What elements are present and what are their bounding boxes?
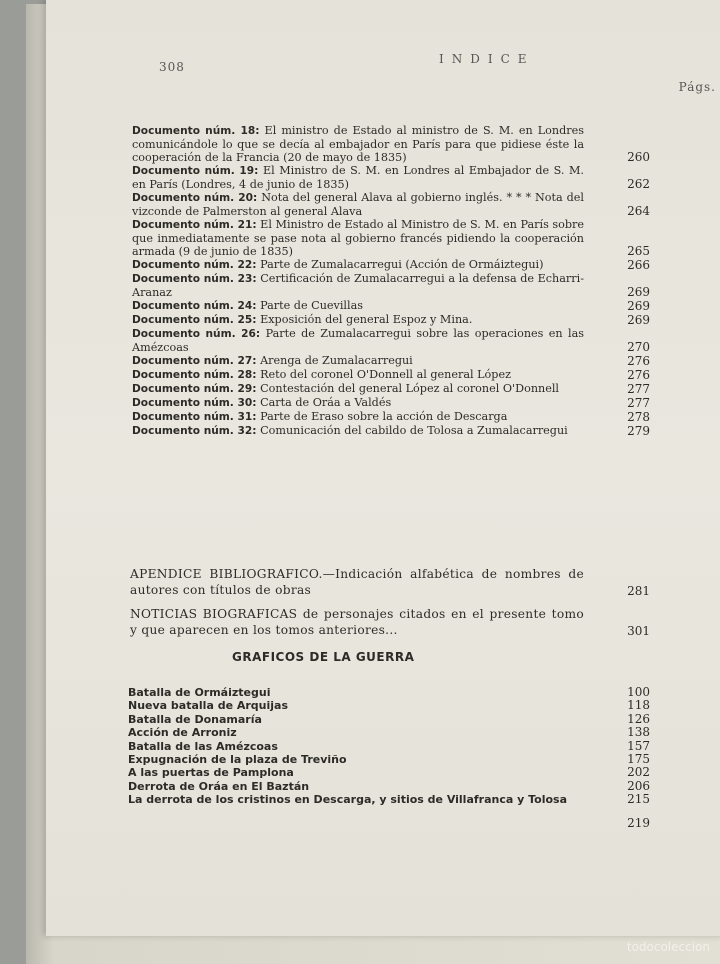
document-entry-text [132, 424, 652, 438]
document-entry [132, 354, 652, 368]
graphics-index-list [128, 686, 652, 831]
graphic-entry [128, 807, 652, 831]
graphic-title: Batalla de Ormáiztegui [128, 686, 271, 699]
pages-column-label: Págs. [678, 80, 716, 94]
document-label: Documento núm. 28: [132, 369, 257, 381]
document-entry-text [132, 313, 652, 327]
document-entry [132, 299, 652, 313]
graphic-title: Acción de Arroniz [128, 726, 237, 740]
document-label: Documento núm. 20: [132, 192, 258, 204]
document-description: Parte de Zumalacarregui sobre las operaciones en las Amézcoas [132, 327, 584, 354]
document-entry-text [132, 191, 652, 218]
document-page: 277 [627, 382, 650, 396]
document-entry [132, 124, 652, 164]
graphic-title: La derrota de los cristinos en Descarga, y sitios de Villafranca y Tolosa [128, 793, 568, 807]
document-entry [132, 396, 652, 410]
document-label: Documento núm. 32: [132, 425, 257, 437]
document-entry [132, 258, 652, 272]
document-label: Documento núm. 21: [132, 219, 257, 231]
document-page: 277 [627, 396, 650, 410]
graphic-page: 175 [627, 752, 650, 767]
graphic-page: 215 [627, 792, 650, 807]
document-entry-text [132, 218, 652, 258]
document-page: 278 [627, 410, 650, 424]
document-description: Parte de Zumalacarregui (Acción de Ormáiztegui) [260, 258, 544, 271]
graphic-title: A las puertas de Pamplona [128, 766, 294, 780]
document-description: El Ministro de Estado al Ministro de S. M. en París sobre que inmediatamente se pase nota al gobierno francés pidiendo la cooperación armada (9 de junio de 1835) [132, 218, 584, 258]
document-label: Documento núm. 27: [132, 355, 257, 367]
document-page: 262 [627, 177, 650, 191]
document-description: Parte de Cuevillas [260, 299, 363, 312]
graphic-entry [128, 699, 652, 712]
document-description: Reto del coronel O'Donnell al general López [260, 368, 511, 381]
appendix-text: APENDICE BIBLIOGRAFICO.—Indicación alfabética de nombres de autores con títulos de obras [130, 567, 584, 597]
document-entry [132, 164, 652, 191]
document-description: El Ministro de S. M. en Londres al Embajador de S. M. en París (Londres, 4 de junio de 1835) [132, 164, 584, 191]
document-description: Carta de Oráa a Valdés [260, 396, 392, 409]
document-page: 270 [627, 340, 650, 354]
graphic-entry [128, 713, 652, 726]
graphic-page: 202 [627, 765, 650, 780]
graphic-entry [128, 793, 652, 806]
document-label: Documento núm. 26: [132, 328, 261, 340]
document-entry-text [132, 164, 652, 191]
document-page: 264 [627, 204, 650, 218]
graphic-page: 206 [627, 778, 650, 793]
document-description: Arenga de Zumalacarregui [260, 354, 413, 367]
graphic-page: 138 [627, 725, 650, 740]
graphic-page: 219 [627, 816, 650, 831]
document-page: 260 [627, 150, 650, 164]
document-description: Certificación de Zumalacarregui a la defensa de Echarri-Aranaz [132, 272, 584, 299]
document-entry-text [132, 368, 652, 382]
running-head: INDICE [439, 52, 535, 66]
biographies-text: NOTICIAS BIOGRAFICAS de personajes citados en el presente tomo y que aparecen en los tomos anteriores... [130, 607, 584, 637]
graphic-page: 118 [627, 698, 650, 713]
graphic-entry [128, 753, 652, 766]
document-description: El ministro de Estado al ministro de S. M. en Londres comunicándole lo que se decía al embajador en París para que pidiese éste la cooperación de la Francia (20 de mayo de 1835) [132, 124, 584, 164]
document-entry [132, 313, 652, 327]
appendix-entry [130, 566, 652, 598]
graphics-section-heading: GRAFICOS DE LA GUERRA [232, 650, 415, 664]
watermark-text: todocoleccion [626, 940, 710, 954]
document-entry [132, 424, 652, 438]
document-entry [132, 327, 652, 354]
graphic-entry [128, 686, 652, 699]
document-entry [132, 218, 652, 258]
biographies-entry [130, 606, 652, 638]
document-label: Documento núm. 23: [132, 273, 257, 285]
graphic-entry [128, 780, 652, 793]
graphic-title: Batalla de las Amézcoas [128, 739, 278, 753]
document-entry [132, 272, 652, 299]
document-page: 276 [627, 368, 650, 382]
document-label: Documento núm. 29: [132, 383, 257, 395]
graphic-entry [128, 726, 652, 739]
document-entry-text [132, 124, 652, 164]
document-entry [132, 368, 652, 382]
document-page: 266 [627, 258, 650, 272]
document-description: Nota del general Alava al gobierno inglés. * * * Nota del vizconde de Palmerston al general Alava [132, 191, 584, 218]
graphic-title: Expugnación de la plaza de Treviño [128, 753, 347, 767]
document-label: Documento núm. 18: [132, 125, 260, 137]
document-page: 279 [627, 424, 650, 438]
document-index-list [132, 124, 652, 438]
document-entry [132, 191, 652, 218]
graphic-page: 100 [627, 685, 650, 699]
graphic-entry [128, 766, 652, 779]
document-description: Exposición del general Espoz y Mina. [260, 313, 473, 326]
graphic-entry [128, 740, 652, 753]
document-page: 269 [627, 313, 650, 327]
document-entry [132, 382, 652, 396]
graphic-title: Derrota de Oráa en El Baztán [128, 779, 310, 793]
document-entry [132, 410, 652, 424]
document-description: Contestación del general López al coronel O'Donnell [260, 382, 560, 395]
document-label: Documento núm. 24: [132, 300, 257, 312]
document-label: Documento núm. 25: [132, 314, 257, 326]
document-entry-text [132, 327, 652, 354]
graphic-title: Batalla de Donamaría [128, 712, 262, 726]
document-description: Comunicación del cabildo de Tolosa a Zumalacarregui [260, 424, 568, 437]
document-label: Documento núm. 30: [132, 397, 257, 409]
document-page: 269 [627, 299, 650, 313]
document-entry-text [132, 410, 652, 424]
graphic-page: 126 [627, 711, 650, 726]
document-page: 269 [627, 285, 650, 299]
document-entry-text [132, 354, 652, 368]
document-description: Parte de Eraso sobre la acción de Descarga [260, 410, 508, 423]
document-entry-text [132, 396, 652, 410]
document-entry-text [132, 272, 652, 299]
graphic-title: Nueva batalla de Arquijas [128, 699, 289, 713]
graphic-page: 157 [627, 738, 650, 753]
page-number: 308 [159, 60, 185, 74]
document-label: Documento núm. 31: [132, 411, 257, 423]
appendix-page: 281 [627, 584, 650, 598]
document-page: 265 [627, 244, 650, 258]
biographies-page: 301 [627, 624, 650, 638]
document-entry-text [132, 258, 652, 272]
document-entry-text [132, 299, 652, 313]
document-entry-text [132, 382, 652, 396]
document-label: Documento núm. 22: [132, 259, 257, 271]
document-label: Documento núm. 19: [132, 165, 259, 177]
document-page: 276 [627, 354, 650, 368]
